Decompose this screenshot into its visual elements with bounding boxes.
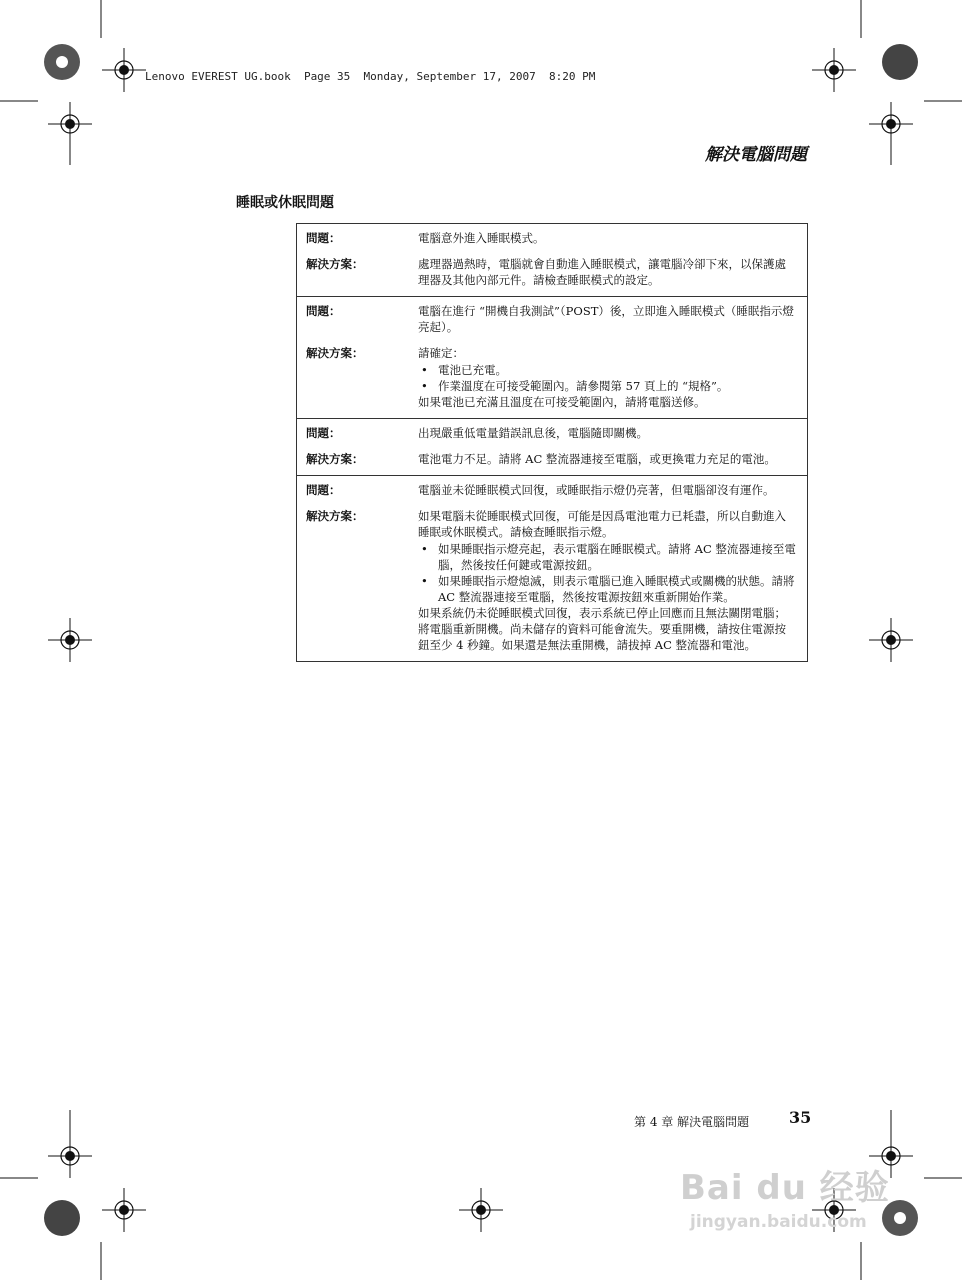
solution-label: 解決方案： (306, 452, 364, 466)
solution-text (418, 508, 797, 653)
solution-row (306, 345, 797, 410)
book-header-line: Lenovo EVEREST UG.book Page 35 Monday, September 17, 2007 8:20 PM (145, 70, 596, 83)
problem-label: 問題： (306, 304, 341, 318)
problem-block-2 (297, 296, 807, 418)
solution-row (306, 451, 797, 467)
solution-intro: 如果電腦未從睡眠模式回復，可能是因爲電池電力已耗盡，所以自動進入睡眠或休眠模式。請檢查睡眠指示燈。 (418, 509, 786, 539)
problem-label: 問題： (306, 426, 341, 440)
baidu-watermark-url: jingyan.baidu.com (690, 1212, 867, 1232)
solution-bullet: • 作業溫度在可接受範圍內。請參閱第 57 頁上的 “規格”。 (418, 378, 797, 394)
solution-bullet: • 如果睡眠指示燈熄滅，則表示電腦已進入睡眠模式或關機的狀態。請將 AC 整流器連接至電腦，然後按電源按鈕來重新開始作業。 (418, 573, 797, 605)
solution-bullet-list (418, 541, 797, 605)
solution-bullet: • 電池已充電。 (418, 362, 797, 378)
problem-row (306, 482, 797, 498)
solution-label: 解決方案： (306, 346, 364, 360)
problem-block-1 (297, 224, 807, 296)
solution-outro: 如果系統仍未從睡眠模式回復，表示系統已停止回應而且無法關閉電腦；將電腦重新開機。尚未儲存的資料可能會流失。要重開機，請按住電源按鈕至少 4 秒鐘。如果還是無法重開機，請拔掉 AC 整流器和電池。 (418, 606, 786, 652)
problem-row (306, 230, 797, 246)
solution-bullet-list (418, 362, 797, 394)
page-number: 35 (789, 1108, 812, 1127)
problem-row (306, 425, 797, 441)
solution-text: 處理器過熱時，電腦就會自動進入睡眠模式，讓電腦冷卻下來，以保護處理器及其他內部元件。請檢查睡眠模式的設定。 (418, 257, 786, 287)
solution-label: 解決方案： (306, 257, 364, 271)
solution-row (306, 256, 797, 288)
problem-label: 問題： (306, 483, 341, 497)
solution-label: 解決方案： (306, 509, 364, 523)
solution-intro: 請確定： (418, 346, 464, 360)
baidu-watermark-logo: Bai du 经验 (680, 1168, 890, 1208)
solution-row (306, 508, 797, 653)
troubleshooting-table (296, 223, 808, 662)
problem-block-3 (297, 418, 807, 475)
problem-row (306, 303, 797, 335)
section-title: 睡眠或休眠問題 (236, 195, 334, 211)
problem-text: 電腦在進行 “開機自我測試”（POST）後，立即進入睡眠模式（睡眠指示燈亮起）。 (418, 304, 794, 334)
running-head: 解決電腦問題 (705, 145, 807, 165)
footer-chapter: 第 4 章 解決電腦問題 (634, 1115, 750, 1129)
problem-text: 電腦並未從睡眠模式回復，或睡眠指示燈仍亮著，但電腦卻沒有運作。 (418, 483, 775, 497)
solution-bullet: • 如果睡眠指示燈亮起，表示電腦在睡眠模式。請將 AC 整流器連接至電腦，然後按任何鍵或電源按鈕。 (418, 541, 797, 573)
problem-block-4 (297, 475, 807, 661)
problem-label: 問題： (306, 231, 341, 245)
problem-text: 電腦意外進入睡眠模式。 (418, 231, 545, 245)
problem-text: 出現嚴重低電量錯誤訊息後，電腦隨即關機。 (418, 426, 648, 440)
solution-text (418, 345, 797, 410)
solution-text: 電池電力不足。請將 AC 整流器連接至電腦，或更換電力充足的電池。 (418, 452, 776, 466)
solution-outro: 如果電池已充滿且溫度在可接受範圍內，請將電腦送修。 (418, 395, 706, 409)
